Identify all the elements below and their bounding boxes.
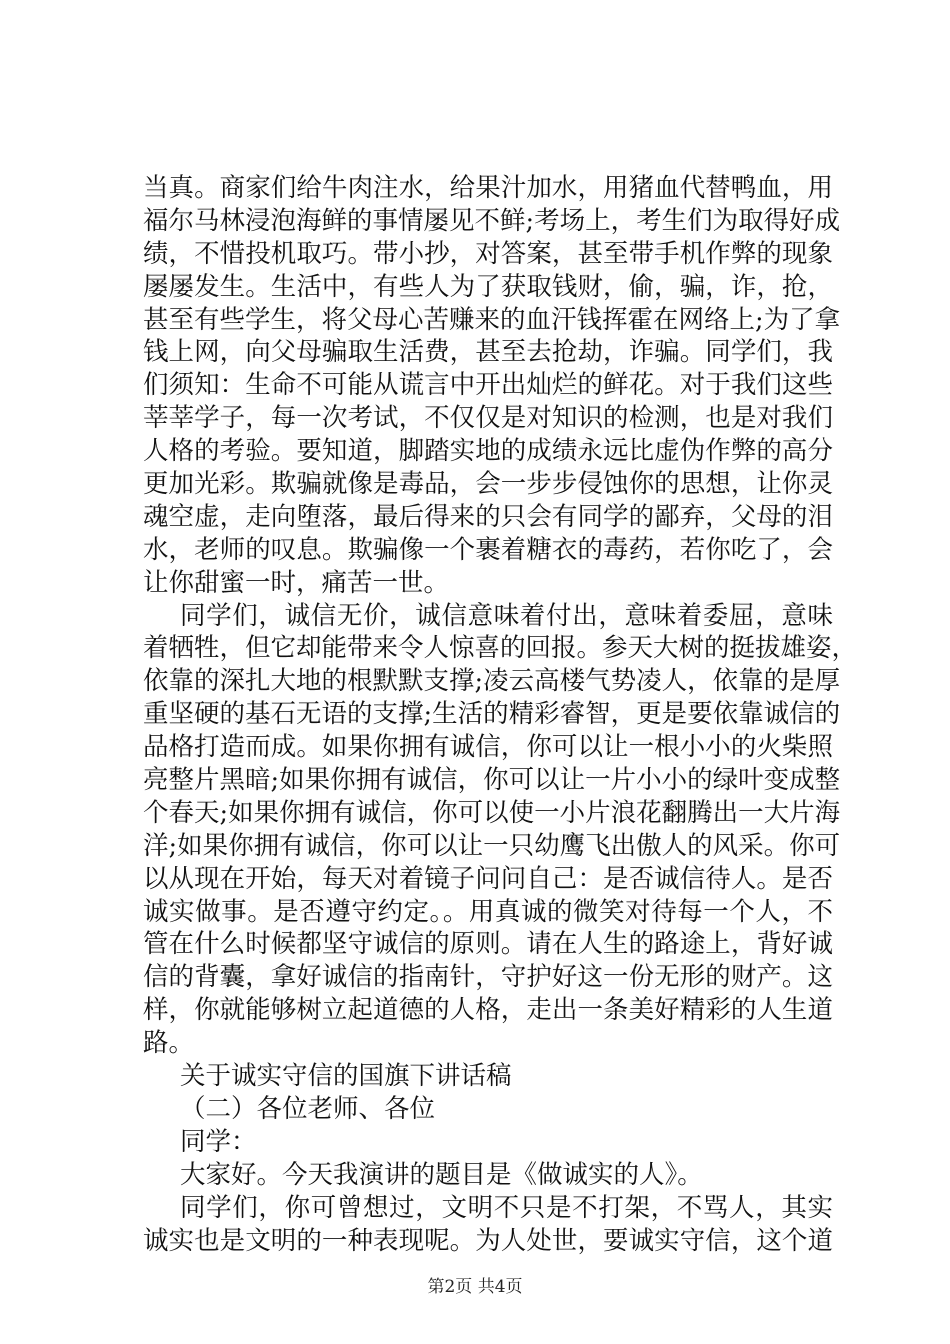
text-line: 福尔马林浸泡海鲜的事情屡见不鲜;考场上，考生们为取得好成 — [143, 205, 841, 236]
text-line: 们须知：生命不可能从谎言中开出灿烂的鲜花。对于我们这些 — [143, 370, 833, 401]
text-line: 信的背囊，拿好诚信的指南针，守护好这一份无形的财产。这 — [143, 962, 833, 993]
text-line: 更加光彩。欺骗就像是毒品，会一步步侵蚀你的思想，让你灵 — [143, 469, 833, 500]
document-body — [143, 172, 858, 1257]
text-line: （二）各位老师、各位 — [180, 1093, 436, 1124]
text-line: 同学： — [180, 1126, 257, 1157]
text-line: 让你甜蜜一时，痛苦一世。 — [143, 567, 450, 598]
text-line: 莘莘学子，每一次考试，不仅仅是对知识的检测，也是对我们 — [143, 403, 833, 434]
text-line: 品格打造而成。如果你拥有诚信，你可以让一根小小的火柴照 — [143, 732, 833, 763]
section-title: 关于诚实守信的国旗下讲话稿 — [180, 1061, 512, 1092]
text-line: 着牺牲，但它却能带来令人惊喜的回报。参天大树的挺拔雄姿， — [143, 633, 858, 664]
text-line: 重坚硬的基石无语的支撑;生活的精彩睿智，更是要依靠诚信的 — [143, 699, 841, 730]
text-line: 诚实也是文明的一种表现呢。为人处世，要诚实守信，这个道 — [143, 1225, 833, 1256]
text-line: 绩，不惜投机取巧。带小抄，对答案，甚至带手机作弊的现象 — [143, 238, 833, 269]
text-line: 水，老师的叹息。欺骗像一个裹着糖衣的毒药，若你吃了，会 — [143, 534, 833, 565]
page-number-label: 第2页 共4页 — [427, 1277, 523, 1297]
text-line: 路。 — [143, 1028, 195, 1059]
text-line: 诚实做事。是否遵守约定。。用真诚的微笑对待每一个人，不 — [143, 896, 833, 927]
text-line: 魂空虚，走向堕落，最后得来的只会有同学的鄙弃，父母的泪 — [143, 501, 833, 532]
text-line: 管在什么时候都坚守诚信的原则。请在人生的路途上，背好诚 — [143, 929, 833, 960]
text-line: 屡屡发生。生活中，有些人为了获取钱财，偷，骗，诈，抢， — [143, 271, 833, 302]
text-line: 样，你就能够树立起道德的人格，走出一条美好精彩的人生道 — [143, 995, 833, 1026]
text-line: 以从现在开始，每天对着镜子问问自己：是否诚信待人。是否 — [143, 863, 833, 894]
text-line: 大家好。今天我演讲的题目是《做诚实的人》。 — [180, 1159, 703, 1190]
text-line: 同学们，诚信无价，诚信意味着付出，意味着委屈，意味 — [180, 600, 833, 631]
text-line: 洋;如果你拥有诚信，你可以让一只幼鹰飞出傲人的风采。你可 — [143, 830, 841, 861]
text-line: 亮整片黑暗;如果你拥有诚信，你可以让一片小小的绿叶变成整 — [143, 765, 841, 796]
text-line: 当真。商家们给牛肉注水，给果汁加水，用猪血代替鸭血，用 — [143, 173, 833, 203]
text-line: 同学们，你可曾想过，文明不只是不打架，不骂人，其实 — [180, 1192, 833, 1223]
text-line: 个春天;如果你拥有诚信，你可以使一小片浪花翻腾出一大片海 — [143, 797, 841, 828]
text-line: 甚至有些学生，将父母心苦赚来的血汗钱挥霍在网络上;为了拿 — [143, 304, 841, 335]
text-line: 人格的考验。要知道，脚踏实地的成绩永远比虚伪作弊的高分 — [143, 436, 833, 467]
page-footer — [0, 1276, 950, 1298]
text-line: 钱上网，向父母骗取生活费，甚至去抢劫，诈骗。同学们，我 — [143, 337, 833, 368]
text-line: 依靠的深扎大地的根默默支撑;凌云高楼气势凌人，依靠的是厚 — [143, 666, 841, 697]
